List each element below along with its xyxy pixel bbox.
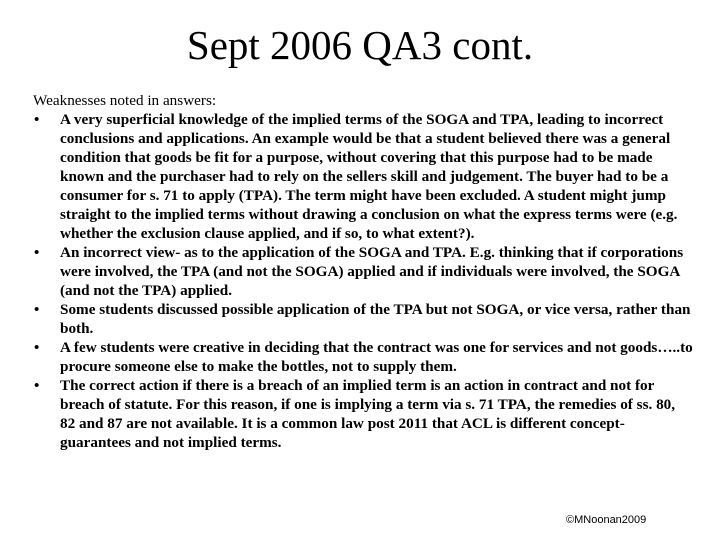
slide-body [33, 91, 693, 452]
heading-text: Weaknesses noted in answers: [33, 92, 217, 109]
list-item [33, 110, 693, 243]
bullet-text: A very superficial knowledge of the implied terms of the SOGA and TPA, leading to incorrect conclusions and applications. An example would be that a student believed there was a general condition that goods be fit for a purpose, without covering that this purpose had to be made known and the purchaser had to rely on the sellers skill and judgement. The buyer had to be a consumer for s. 71 to apply (TPA). The term might have been excluded. A student might jump straight to the implied terms without drawing a conclusion on what the express terms were (e.g. whether the exclusion clause applied, and if so, to what extent?). [60, 111, 678, 242]
list-item [33, 376, 693, 452]
bullet-icon: • [34, 301, 40, 318]
bullet-icon: • [34, 377, 40, 394]
bullet-icon: • [34, 111, 40, 128]
bullet-icon: • [34, 244, 40, 261]
bullet-text: Some students discussed possible application of the TPA but not SOGA, or vice versa, rather than both. [60, 301, 691, 337]
weaknesses-heading [33, 91, 693, 110]
list-item [33, 243, 693, 300]
bullet-icon: • [34, 339, 40, 356]
slide-title: Sept 2006 QA3 cont. [186, 22, 534, 68]
copyright-footer: ©MNoonan2009 [566, 514, 647, 526]
list-item [33, 338, 693, 376]
bullet-text: The correct action if there is a breach of an implied term is an action in contract and not for breach of statute. For this reason, if one is implying a term via s. 71 TPA, the remedies of ss. 80, 82 and 87 are not available. It is a common law post 2011 that ACL is different concept-guarantees and not implied terms. [60, 377, 676, 451]
weakness-list [33, 110, 693, 452]
bullet-text: An incorrect view- as to the application of the SOGA and TPA. E.g. thinking that if corporations were involved, the TPA (and not the SOGA) applied and if individuals were involved, the SOGA (and not the TPA) applied. [60, 244, 684, 299]
list-item [33, 300, 693, 338]
bullet-text: A few students were creative in deciding that the contract was one for services and not goods…..to procure someone else to make the bottles, not to supply them. [60, 339, 693, 375]
